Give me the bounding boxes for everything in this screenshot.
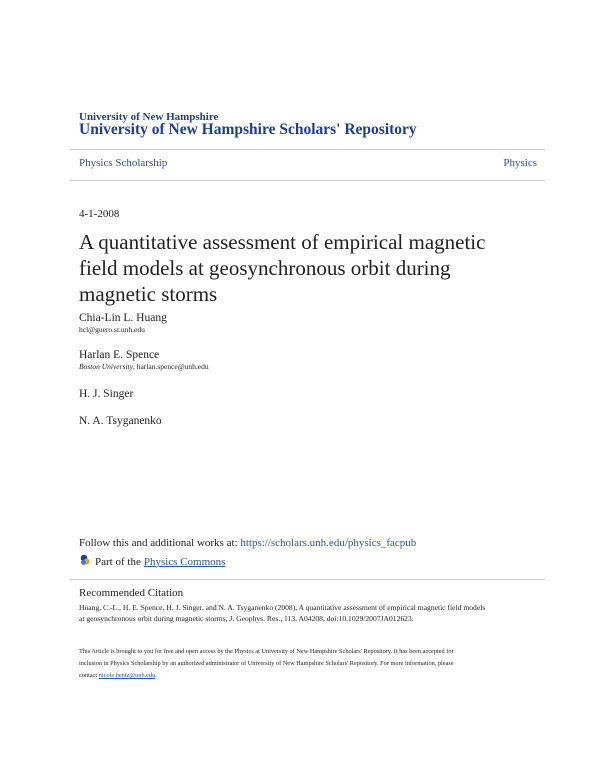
follow-line — [79, 537, 416, 549]
author-institution: Boston University — [79, 362, 133, 371]
access-notice — [79, 646, 549, 682]
part-of-line — [79, 554, 225, 569]
physics-scholarship-link[interactable]: Physics Scholarship — [79, 157, 168, 169]
recommended-citation-text — [79, 602, 549, 624]
author-name: Harlan E. Spence — [79, 349, 160, 361]
follow-text: Follow this and additional works at: — [79, 537, 241, 549]
publication-date: 4-1-2008 — [79, 208, 120, 220]
author-name: N. A. Tsyganenko — [79, 415, 162, 427]
author-affiliation — [79, 325, 167, 334]
notice-contact-text: contact — [79, 672, 99, 679]
author-name: Chia-Lin L. Huang — [79, 312, 167, 324]
notice-line — [79, 670, 549, 682]
title-line: A quantitative assessment of empirical magnetic — [79, 230, 486, 254]
repository-title[interactable]: University of New Hampshire Scholars' Repository — [79, 121, 417, 138]
citation-line: Huang, C.-L., H. E. Spence, H. J. Singer, and N. A. Tsyganenko (2008), A quantitative assessment of empirical magnetic field models — [79, 603, 486, 612]
institution-name[interactable]: University of New Hampshire — [79, 111, 219, 123]
contact-email-link[interactable]: nicole.hentz@unh.edu — [98, 672, 156, 679]
author-affiliation — [79, 362, 209, 371]
physics-link[interactable]: Physics — [503, 157, 537, 169]
citation-line: at geosynchronous orbit during magnetic storms, J. Geophys. Res., 113, A04208, doi:10.1029/2007JA012623. — [79, 614, 414, 623]
divider — [70, 579, 545, 580]
article-title — [79, 229, 509, 307]
recommended-citation-heading: Recommended Citation — [79, 587, 184, 599]
notice-line: This Article is brought to you for free and open access by the Physics at University of New Hampshire Scholars' Repository. It has been accepted for — [79, 648, 454, 655]
physics-commons-link[interactable]: Physics Commons — [143, 555, 226, 568]
author-block — [79, 349, 209, 371]
author-block — [79, 312, 167, 334]
title-line: magnetic storms — [79, 282, 218, 306]
author-email: , harlan.spence@unh.edu — [132, 362, 209, 371]
collection-nav-bar — [70, 149, 545, 181]
notice-period: . — [155, 672, 157, 679]
part-of-text: Part of the — [95, 555, 141, 568]
bepress-logo-icon — [79, 554, 95, 569]
author-email: hcl@guero.sr.unh.edu — [79, 325, 145, 334]
notice-line: inclusion in Physics Scholarship by an authorized administrator of University of New Hampshire Scholars' Repository. For more information, please — [79, 660, 454, 667]
author-name: H. J. Singer — [79, 388, 134, 400]
collection-url-link[interactable]: https://scholars.unh.edu/physics_facpub — [240, 537, 417, 549]
title-line: field models at geosynchronous orbit during — [79, 256, 451, 280]
